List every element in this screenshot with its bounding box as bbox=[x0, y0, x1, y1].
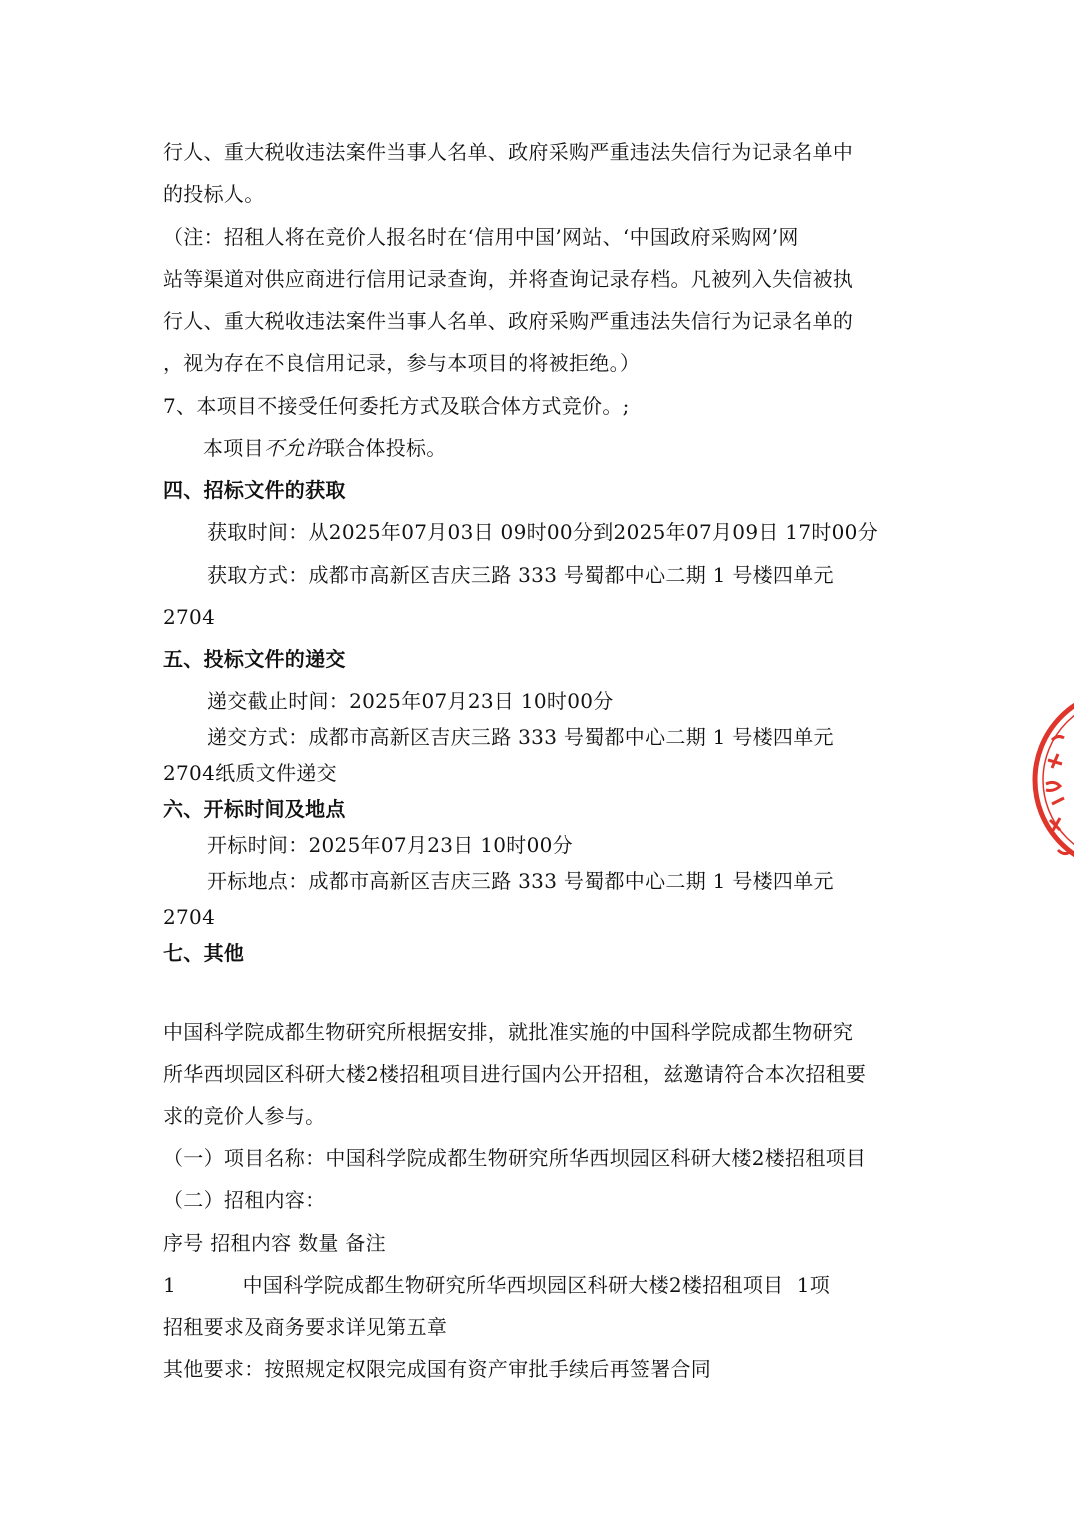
section-heading: 六、开标时间及地点 bbox=[163, 797, 346, 821]
section-heading: 七、其他 bbox=[163, 941, 245, 965]
text-line: 7、本项目不接受任何委托方式及联合体方式竞价。; bbox=[163, 394, 630, 418]
text-line: 2704纸质文件递交 bbox=[163, 761, 337, 785]
text-run: 联合体投标。 bbox=[324, 436, 447, 460]
text-line: 行人、重大税收违法案件当事人名单、政府采购严重违法失信行为记录名单的 bbox=[163, 309, 854, 333]
section-heading: 四、招标文件的获取 bbox=[163, 478, 346, 502]
section-heading: 五、投标文件的递交 bbox=[163, 647, 346, 671]
text-line: 获取时间：从2025年07月03日 09时00分到2025年07月09日 17时00分 bbox=[207, 520, 879, 544]
text-line: 2704 bbox=[163, 605, 216, 629]
text-line: 递交截止时间：2025年07月23日 10时00分 bbox=[207, 689, 614, 713]
text-line: （二）招租内容： bbox=[163, 1188, 326, 1212]
text-line: 招租要求及商务要求详见第五章 bbox=[163, 1315, 448, 1339]
text-line: 2704 bbox=[163, 905, 216, 929]
text-line: 的投标人。 bbox=[163, 182, 265, 206]
text-line: 站等渠道对供应商进行信用记录查询，并将查询记录存档。凡被列入失信被执 bbox=[163, 267, 854, 291]
text-line: （注：招租人将在竞价人报名时在‘信用中国’网站、‘中国政府采购网’网 bbox=[163, 225, 799, 249]
text-line: 递交方式：成都市高新区吉庆三路 333 号蜀都中心二期 1 号楼四单元 bbox=[207, 725, 834, 749]
text-run-emphasis: 不允许 bbox=[263, 436, 325, 460]
text-line: 求的竞价人参与。 bbox=[163, 1104, 326, 1128]
table-header-row: 序号 招租内容 数量 备注 bbox=[163, 1231, 386, 1255]
text-line: 所华西坝园区科研大楼2楼招租项目进行国内公开招租，兹邀请符合本次招租要 bbox=[163, 1062, 867, 1086]
text-line: （一）项目名称：中国科学院成都生物研究所华西坝园区科研大楼2楼招租项目 bbox=[163, 1146, 867, 1170]
text-line: 开标时间：2025年07月23日 10时00分 bbox=[207, 833, 573, 857]
text-run: 本项目 bbox=[203, 436, 264, 460]
table-row: 1 中国科学院成都生物研究所华西坝园区科研大楼2楼招租项目 1项 bbox=[163, 1273, 831, 1297]
text-line: 中国科学院成都生物研究所根据安排，就批准实施的中国科学院成都生物研究 bbox=[163, 1020, 854, 1044]
text-line: 获取方式：成都市高新区吉庆三路 333 号蜀都中心二期 1 号楼四单元 bbox=[207, 563, 834, 587]
text-line: 行人、重大税收违法案件当事人名单、政府采购严重违法失信行为记录名单中 bbox=[163, 140, 854, 164]
text-line: 其他要求：按照规定权限完成国有资产审批手续后再签署合同 bbox=[163, 1357, 712, 1381]
text-line: ，视为存在不良信用记录，参与本项目的将被拒绝。） bbox=[163, 351, 641, 375]
text-line bbox=[203, 436, 447, 460]
official-seal-icon bbox=[1030, 680, 1074, 880]
text-line: 开标地点：成都市高新区吉庆三路 333 号蜀都中心二期 1 号楼四单元 bbox=[207, 869, 834, 893]
